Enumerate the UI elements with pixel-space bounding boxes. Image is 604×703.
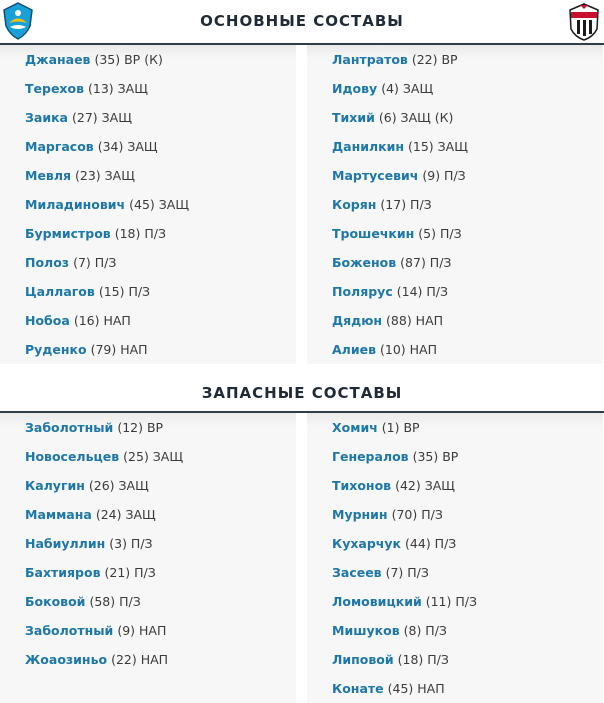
section-title: ЗАПАСНЫЕ СОСТАВЫ	[201, 384, 403, 402]
player-number-position: (35) ВР	[412, 449, 459, 464]
player-name-link[interactable]: Бахтияров	[25, 565, 101, 580]
player-number-position: (79) НАП	[90, 342, 148, 357]
player-name-link[interactable]: Трошечкин	[332, 226, 415, 241]
player-name-link[interactable]: Бурмистров	[25, 226, 111, 241]
player-number-position: (88) НАП	[386, 313, 444, 328]
player-name-link[interactable]: Новосельцев	[25, 449, 120, 464]
player-number-position: (18) П/З	[114, 226, 166, 241]
player-number-position: (13) ЗАЩ	[88, 81, 148, 96]
player-row	[307, 587, 603, 616]
player-name-link[interactable]: Лантратов	[332, 52, 408, 67]
player-number-position: (17) П/З	[380, 197, 432, 212]
player-row	[307, 74, 603, 103]
player-row	[0, 413, 296, 442]
player-number-position: (12) ВР	[117, 420, 164, 435]
player-number-position: (45) НАП	[387, 681, 445, 696]
player-row	[0, 219, 296, 248]
player-row	[307, 190, 603, 219]
player-name-link[interactable]: Полярус	[332, 284, 393, 299]
player-name-link[interactable]: Засеев	[332, 565, 382, 580]
home-starting-list	[0, 45, 296, 364]
player-number-position: (87) П/З	[400, 255, 452, 270]
player-row	[0, 74, 296, 103]
player-row	[0, 645, 296, 674]
player-number-position: (1) ВР	[381, 420, 420, 435]
player-row	[0, 306, 296, 335]
player-number-position: (58) П/З	[89, 594, 141, 609]
player-row	[307, 674, 603, 703]
player-name-link[interactable]: Хомич	[332, 420, 378, 435]
player-row	[0, 190, 296, 219]
player-number-position: (44) П/З	[405, 536, 457, 551]
player-name-link[interactable]: Дядюн	[332, 313, 383, 328]
player-number-position: (45) ЗАЩ	[129, 197, 189, 212]
player-number-position: (25) ЗАЩ	[123, 449, 184, 464]
player-name-link[interactable]: Корян	[332, 197, 377, 212]
player-row	[307, 616, 603, 645]
player-number-position: (7) П/З	[385, 565, 429, 580]
away-substitutes-list	[307, 413, 603, 703]
player-row	[307, 277, 603, 306]
player-name-link[interactable]: Тихонов	[332, 478, 392, 493]
player-row	[0, 161, 296, 190]
player-name-link[interactable]: Генералов	[332, 449, 409, 464]
player-row	[0, 132, 296, 161]
player-number-position: (6) ЗАЩ (К)	[378, 110, 454, 125]
player-row	[307, 132, 603, 161]
player-number-position: (11) П/З	[425, 594, 477, 609]
player-number-position: (15) П/З	[98, 284, 151, 299]
player-row	[0, 248, 296, 277]
player-number-position: (24) ЗАЩ	[95, 507, 156, 522]
player-number-position: (14) П/З	[396, 284, 449, 299]
player-number-position: (9) П/З	[422, 168, 466, 183]
player-name-link[interactable]: Боженов	[332, 255, 397, 270]
starting-header	[0, 0, 604, 44]
player-number-position: (15) ЗАЩ	[408, 139, 468, 154]
player-row	[307, 219, 603, 248]
player-number-position: (27) ЗАЩ	[72, 110, 132, 125]
player-row	[307, 335, 603, 364]
player-number-position: (10) НАП	[379, 342, 437, 357]
player-row	[0, 442, 296, 471]
player-row	[307, 645, 603, 674]
player-number-position: (8) П/З	[403, 623, 447, 638]
player-name-link[interactable]: Заика	[25, 110, 68, 125]
player-name-link[interactable]: Заболотный	[25, 420, 114, 435]
player-name-link[interactable]: Боковой	[25, 594, 86, 609]
player-row	[307, 500, 603, 529]
player-name-link[interactable]: Мартусевич	[332, 168, 419, 183]
player-name-link[interactable]: Конате	[332, 681, 384, 696]
player-row	[0, 616, 296, 645]
player-name-link[interactable]: Набиуллин	[25, 536, 106, 551]
player-number-position: (4) ЗАЩ	[381, 81, 434, 96]
player-row	[307, 161, 603, 190]
player-row	[307, 306, 603, 335]
player-name-link[interactable]: Кухарчук	[332, 536, 402, 551]
player-row	[0, 277, 296, 306]
player-number-position: (5) П/З	[418, 226, 462, 241]
player-name-link[interactable]: Ломовицкий	[332, 594, 422, 609]
player-name-link[interactable]: Калугин	[25, 478, 85, 493]
player-name-link[interactable]: Мурнин	[332, 507, 388, 522]
player-number-position: (34) ЗАЩ	[97, 139, 158, 154]
player-name-link[interactable]: Мишуков	[332, 623, 400, 638]
player-name-link[interactable]: Заболотный	[25, 623, 114, 638]
player-name-link[interactable]: Алиев	[332, 342, 376, 357]
player-row	[307, 529, 603, 558]
player-row	[0, 45, 296, 74]
away-team-logo[interactable]	[567, 3, 601, 41]
player-number-position: (23) ЗАЩ	[75, 168, 135, 183]
player-name-link[interactable]: Идову	[332, 81, 378, 96]
starting-lineups	[0, 45, 604, 364]
player-row	[0, 335, 296, 364]
khimki-logo-icon	[567, 3, 601, 41]
player-name-link[interactable]: Руденко	[25, 342, 87, 357]
away-starting-list	[307, 45, 603, 364]
player-row	[0, 471, 296, 500]
player-name-link[interactable]: Полоз	[25, 255, 70, 270]
player-number-position: (22) ВР	[411, 52, 458, 67]
player-name-link[interactable]: Маммана	[25, 507, 92, 522]
home-substitutes-list	[0, 413, 296, 703]
player-row	[0, 587, 296, 616]
player-name-link[interactable]: Нобоа	[25, 313, 70, 328]
player-name-link[interactable]: Мевля	[25, 168, 72, 183]
player-name-link[interactable]: Терехов	[25, 81, 84, 96]
player-row	[0, 500, 296, 529]
player-name-link[interactable]: Маргасов	[25, 139, 94, 154]
player-name-link[interactable]: Тихий	[332, 110, 375, 125]
player-row	[307, 442, 603, 471]
player-row	[307, 248, 603, 277]
player-number-position: (42) ЗАЩ	[395, 478, 455, 493]
player-name-link[interactable]: Липовой	[332, 652, 394, 667]
player-row	[0, 529, 296, 558]
player-name-link[interactable]: Жоаозиньо	[25, 652, 108, 667]
substitutes-header	[0, 370, 604, 412]
player-name-link[interactable]: Данилкин	[332, 139, 404, 154]
player-row	[307, 558, 603, 587]
player-row	[307, 471, 603, 500]
player-number-position: (16) НАП	[73, 313, 131, 328]
player-name-link[interactable]: Джанаев	[25, 52, 91, 67]
player-name-link[interactable]: Миладинович	[25, 197, 126, 212]
substitute-lineups	[0, 413, 604, 703]
player-number-position: (3) П/З	[109, 536, 153, 551]
player-number-position: (18) П/З	[397, 652, 449, 667]
section-title: ОСНОВНЫЕ СОСТАВЫ	[200, 12, 404, 30]
player-number-position: (7) П/З	[73, 255, 117, 270]
player-row	[0, 103, 296, 132]
player-row	[307, 413, 603, 442]
player-number-position: (70) П/З	[391, 507, 443, 522]
player-row	[307, 103, 603, 132]
player-number-position: (26) ЗАЩ	[88, 478, 149, 493]
player-number-position: (9) НАП	[117, 623, 167, 638]
player-number-position: (22) НАП	[111, 652, 169, 667]
player-number-position: (35) ВР (К)	[94, 52, 163, 67]
player-name-link[interactable]: Цаллагов	[25, 284, 95, 299]
player-row	[307, 45, 603, 74]
player-row	[0, 558, 296, 587]
player-number-position: (21) П/З	[104, 565, 156, 580]
